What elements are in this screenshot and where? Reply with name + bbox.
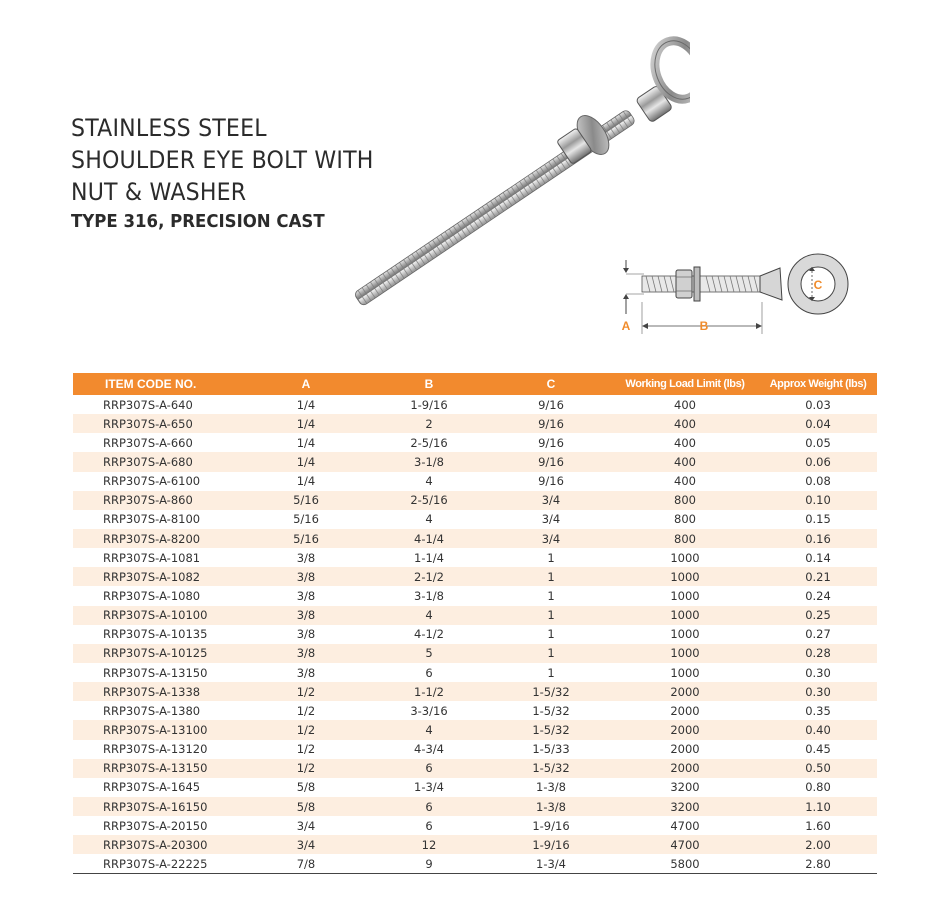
dim-b-cell: 4-3/4 bbox=[414, 742, 444, 757]
table-row bbox=[73, 414, 877, 433]
weight-cell: 0.28 bbox=[759, 644, 877, 663]
table-row bbox=[73, 452, 877, 471]
header-item-code: ITEM CODE NO. bbox=[73, 373, 245, 395]
dim-c-cell: 1-3/4 bbox=[491, 854, 611, 873]
item-code-cell: RRP307S-A-1081 bbox=[103, 550, 201, 565]
dim-c-cell: 1-3/8 bbox=[536, 780, 566, 795]
working-load-cell: 4700 bbox=[670, 818, 700, 833]
working-load-cell: 1000 bbox=[611, 606, 759, 625]
working-load-cell: 2000 bbox=[670, 742, 700, 757]
dim-b-cell: 6 bbox=[367, 759, 491, 778]
item-code-cell: RRP307S-A-13100 bbox=[73, 720, 245, 739]
table-header-row bbox=[73, 373, 877, 395]
dim-b-cell: 5 bbox=[367, 644, 491, 663]
dim-label-c: C bbox=[813, 278, 823, 292]
item-code-cell: RRP307S-A-10125 bbox=[73, 644, 245, 663]
table-row bbox=[73, 395, 877, 414]
dim-b-cell: 2 bbox=[367, 414, 491, 433]
table-row bbox=[73, 663, 877, 682]
dim-a-cell: 1/2 bbox=[296, 742, 316, 757]
weight-cell: 0.04 bbox=[759, 414, 877, 433]
weight-cell: 2.80 bbox=[759, 854, 877, 873]
dim-b-cell: 12 bbox=[367, 835, 491, 854]
dim-b-cell: 6 bbox=[425, 665, 433, 680]
weight-cell: 0.10 bbox=[759, 491, 877, 510]
dim-c-cell: 1 bbox=[547, 665, 555, 680]
product-subtitle: TYPE 316, PRECISION CAST bbox=[71, 211, 325, 232]
weight-cell: 0.16 bbox=[759, 529, 877, 548]
dim-b-cell: 1-1/2 bbox=[367, 682, 491, 701]
dim-c-cell: 1-3/8 bbox=[491, 797, 611, 816]
table-row bbox=[73, 472, 877, 491]
header-a: A bbox=[245, 373, 367, 395]
dim-a-cell: 3/8 bbox=[296, 588, 316, 603]
weight-cell: 0.40 bbox=[759, 720, 877, 739]
dim-a-cell: 3/8 bbox=[296, 550, 316, 565]
working-load-cell: 2000 bbox=[611, 759, 759, 778]
weight-cell: 0.08 bbox=[805, 474, 831, 489]
table-row bbox=[73, 701, 877, 720]
dim-c-cell: 1-5/32 bbox=[491, 759, 611, 778]
item-code-cell: RRP307S-A-20300 bbox=[73, 835, 245, 854]
dim-b-cell: 6 bbox=[367, 797, 491, 816]
dim-b-cell: 4 bbox=[367, 720, 491, 739]
dim-b-cell: 4-1/2 bbox=[414, 627, 444, 642]
working-load-cell: 3200 bbox=[611, 797, 759, 816]
weight-cell: 0.24 bbox=[805, 588, 831, 603]
dim-b-cell: 2-5/16 bbox=[410, 435, 448, 450]
table-row bbox=[73, 625, 877, 644]
weight-cell: 0.14 bbox=[805, 550, 831, 565]
working-load-cell: 400 bbox=[674, 474, 696, 489]
table-row bbox=[73, 835, 877, 854]
item-code-cell: RRP307S-A-16150 bbox=[73, 797, 245, 816]
weight-cell: 0.21 bbox=[759, 567, 877, 586]
working-load-cell: 400 bbox=[611, 452, 759, 471]
item-code-cell: RRP307S-A-1338 bbox=[73, 682, 245, 701]
dim-a-cell: 1/2 bbox=[296, 703, 316, 718]
spec-table bbox=[73, 373, 877, 874]
dim-b-cell: 2-1/2 bbox=[367, 567, 491, 586]
item-code-cell: RRP307S-A-8100 bbox=[103, 512, 201, 527]
item-code-cell: RRP307S-A-1380 bbox=[103, 703, 201, 718]
table-row bbox=[73, 433, 877, 452]
dimension-diagram bbox=[612, 240, 872, 340]
item-code-cell: RRP307S-A-13120 bbox=[103, 742, 208, 757]
header-b: B bbox=[367, 373, 491, 395]
item-code-cell: RRP307S-A-1645 bbox=[103, 780, 201, 795]
dim-c-cell: 9/16 bbox=[491, 452, 611, 471]
working-load-cell: 1000 bbox=[670, 627, 700, 642]
item-code-cell: RRP307S-A-680 bbox=[73, 452, 245, 471]
weight-cell: 0.15 bbox=[805, 512, 831, 527]
item-code-cell: RRP307S-A-640 bbox=[103, 397, 193, 412]
dim-a-cell: 1/4 bbox=[245, 414, 367, 433]
dim-a-cell: 3/8 bbox=[245, 606, 367, 625]
working-load-cell: 4700 bbox=[611, 835, 759, 854]
working-load-cell: 1000 bbox=[611, 644, 759, 663]
weight-cell: 0.05 bbox=[805, 435, 831, 450]
dim-a-cell: 5/8 bbox=[296, 780, 316, 795]
dim-b-cell: 4 bbox=[367, 606, 491, 625]
item-code-cell: RRP307S-A-20150 bbox=[103, 818, 208, 833]
dim-a-cell: 1/2 bbox=[245, 759, 367, 778]
table-row bbox=[73, 720, 877, 739]
dim-c-cell: 3/4 bbox=[541, 512, 561, 527]
item-code-cell: RRP307S-A-860 bbox=[73, 491, 245, 510]
item-code-cell: RRP307S-A-8200 bbox=[73, 529, 245, 548]
dim-b-cell: 1-9/16 bbox=[410, 397, 448, 412]
dim-b-cell: 4 bbox=[425, 512, 433, 527]
working-load-cell: 3200 bbox=[670, 780, 700, 795]
working-load-cell: 2000 bbox=[670, 703, 700, 718]
dim-a-cell: 1/4 bbox=[296, 435, 316, 450]
dim-a-cell: 3/8 bbox=[245, 644, 367, 663]
working-load-cell: 1000 bbox=[670, 588, 700, 603]
table-row bbox=[73, 567, 877, 586]
dim-c-cell: 9/16 bbox=[538, 474, 564, 489]
dim-a-cell: 1/4 bbox=[296, 474, 316, 489]
dim-c-cell: 1-9/16 bbox=[532, 818, 570, 833]
dim-a-cell: 7/8 bbox=[245, 854, 367, 873]
table-body bbox=[73, 395, 877, 874]
table-row bbox=[73, 491, 877, 510]
item-code-cell: RRP307S-A-13150 bbox=[73, 759, 245, 778]
working-load-cell: 5800 bbox=[611, 854, 759, 873]
dim-b-cell: 2-5/16 bbox=[367, 491, 491, 510]
dim-c-cell: 1-5/32 bbox=[532, 703, 570, 718]
dim-c-cell: 1-9/16 bbox=[491, 835, 611, 854]
weight-cell: 0.45 bbox=[805, 742, 831, 757]
table-row bbox=[73, 548, 877, 567]
dim-a-cell: 3/4 bbox=[296, 818, 316, 833]
dim-a-cell: 5/16 bbox=[245, 491, 367, 510]
item-code-cell: RRP307S-A-13150 bbox=[103, 665, 208, 680]
dim-a-cell: 5/8 bbox=[245, 797, 367, 816]
table-row bbox=[73, 854, 877, 873]
working-load-cell: 800 bbox=[611, 491, 759, 510]
working-load-cell: 800 bbox=[611, 529, 759, 548]
item-code-cell: RRP307S-A-10135 bbox=[103, 627, 208, 642]
dim-b-cell: 3-1/8 bbox=[414, 588, 444, 603]
dim-c-cell: 1 bbox=[547, 588, 555, 603]
title-line-3: NUT & WASHER bbox=[71, 178, 247, 206]
working-load-cell: 800 bbox=[674, 512, 696, 527]
table-row bbox=[73, 529, 877, 548]
header-c: C bbox=[491, 373, 611, 395]
dim-a-cell: 1/2 bbox=[245, 720, 367, 739]
dim-c-cell: 3/4 bbox=[491, 529, 611, 548]
working-load-cell: 1000 bbox=[670, 550, 700, 565]
dim-b-cell: 4 bbox=[425, 474, 433, 489]
header-working-load-limit: Working Load Limit (lbs) bbox=[611, 373, 759, 395]
weight-cell: 0.35 bbox=[805, 703, 831, 718]
dim-c-cell: 9/16 bbox=[491, 414, 611, 433]
dim-c-cell: 1 bbox=[491, 567, 611, 586]
title-line-1: STAINLESS STEEL bbox=[71, 114, 267, 142]
header-approx-weight: Approx Weight (lbs) bbox=[759, 373, 877, 395]
dim-c-cell: 1-5/33 bbox=[532, 742, 570, 757]
item-code-cell: RRP307S-A-22225 bbox=[73, 854, 245, 873]
dim-a-cell: 3/8 bbox=[296, 627, 316, 642]
dim-c-cell: 3/4 bbox=[491, 491, 611, 510]
dim-a-cell: 5/16 bbox=[293, 512, 319, 527]
weight-cell: 0.03 bbox=[805, 397, 831, 412]
item-code-cell: RRP307S-A-1080 bbox=[103, 588, 201, 603]
dim-b-cell: 9 bbox=[367, 854, 491, 873]
item-code-cell: RRP307S-A-1082 bbox=[73, 567, 245, 586]
dim-label-b: B bbox=[699, 319, 709, 333]
table-row bbox=[73, 740, 877, 759]
weight-cell: 0.27 bbox=[805, 627, 831, 642]
dim-c-cell: 9/16 bbox=[538, 397, 564, 412]
title-line-2: SHOULDER EYE BOLT WITH bbox=[71, 146, 374, 174]
dim-b-cell: 4-1/4 bbox=[367, 529, 491, 548]
dim-b-cell: 1-1/4 bbox=[414, 550, 444, 565]
dim-a-cell: 1/2 bbox=[245, 682, 367, 701]
working-load-cell: 400 bbox=[611, 414, 759, 433]
item-code-cell: RRP307S-A-660 bbox=[103, 435, 193, 450]
dim-b-cell: 3-3/16 bbox=[410, 703, 448, 718]
dim-a-cell: 3/8 bbox=[245, 567, 367, 586]
dim-b-cell: 6 bbox=[425, 818, 433, 833]
dim-c-cell: 1 bbox=[491, 606, 611, 625]
dim-a-cell: 3/8 bbox=[296, 665, 316, 680]
table-row bbox=[73, 797, 877, 816]
weight-cell: 1.60 bbox=[805, 818, 831, 833]
table-row bbox=[73, 606, 877, 625]
item-code-cell: RRP307S-A-650 bbox=[73, 414, 245, 433]
weight-cell: 0.50 bbox=[759, 759, 877, 778]
table-row bbox=[73, 586, 877, 605]
working-load-cell: 400 bbox=[674, 397, 696, 412]
item-code-cell: RRP307S-A-6100 bbox=[103, 474, 201, 489]
dim-c-cell: 1 bbox=[547, 550, 555, 565]
weight-cell: 0.30 bbox=[805, 665, 831, 680]
table-row bbox=[73, 759, 877, 778]
dim-b-cell: 1-3/4 bbox=[414, 780, 444, 795]
working-load-cell: 400 bbox=[674, 435, 696, 450]
table-row bbox=[73, 510, 877, 529]
dim-a-cell: 3/4 bbox=[245, 835, 367, 854]
working-load-cell: 2000 bbox=[611, 720, 759, 739]
table-row bbox=[73, 816, 877, 835]
weight-cell: 0.80 bbox=[805, 780, 831, 795]
table-row bbox=[73, 644, 877, 663]
weight-cell: 0.06 bbox=[759, 452, 877, 471]
dim-c-cell: 1-5/32 bbox=[491, 720, 611, 739]
dim-c-cell: 1-5/32 bbox=[491, 682, 611, 701]
working-load-cell: 1000 bbox=[611, 567, 759, 586]
working-load-cell: 2000 bbox=[611, 682, 759, 701]
dim-c-cell: 1 bbox=[491, 644, 611, 663]
dim-label-a: A bbox=[621, 319, 631, 333]
dim-a-cell: 1/4 bbox=[245, 452, 367, 471]
weight-cell: 1.10 bbox=[759, 797, 877, 816]
item-code-cell: RRP307S-A-10100 bbox=[73, 606, 245, 625]
dim-c-cell: 1 bbox=[547, 627, 555, 642]
table-row bbox=[73, 682, 877, 701]
table-row bbox=[73, 778, 877, 797]
dim-a-cell: 1/4 bbox=[296, 397, 316, 412]
dim-c-cell: 9/16 bbox=[538, 435, 564, 450]
weight-cell: 2.00 bbox=[759, 835, 877, 854]
weight-cell: 0.25 bbox=[759, 606, 877, 625]
dim-a-cell: 5/16 bbox=[245, 529, 367, 548]
weight-cell: 0.30 bbox=[759, 682, 877, 701]
working-load-cell: 1000 bbox=[670, 665, 700, 680]
dim-b-cell: 3-1/8 bbox=[367, 452, 491, 471]
